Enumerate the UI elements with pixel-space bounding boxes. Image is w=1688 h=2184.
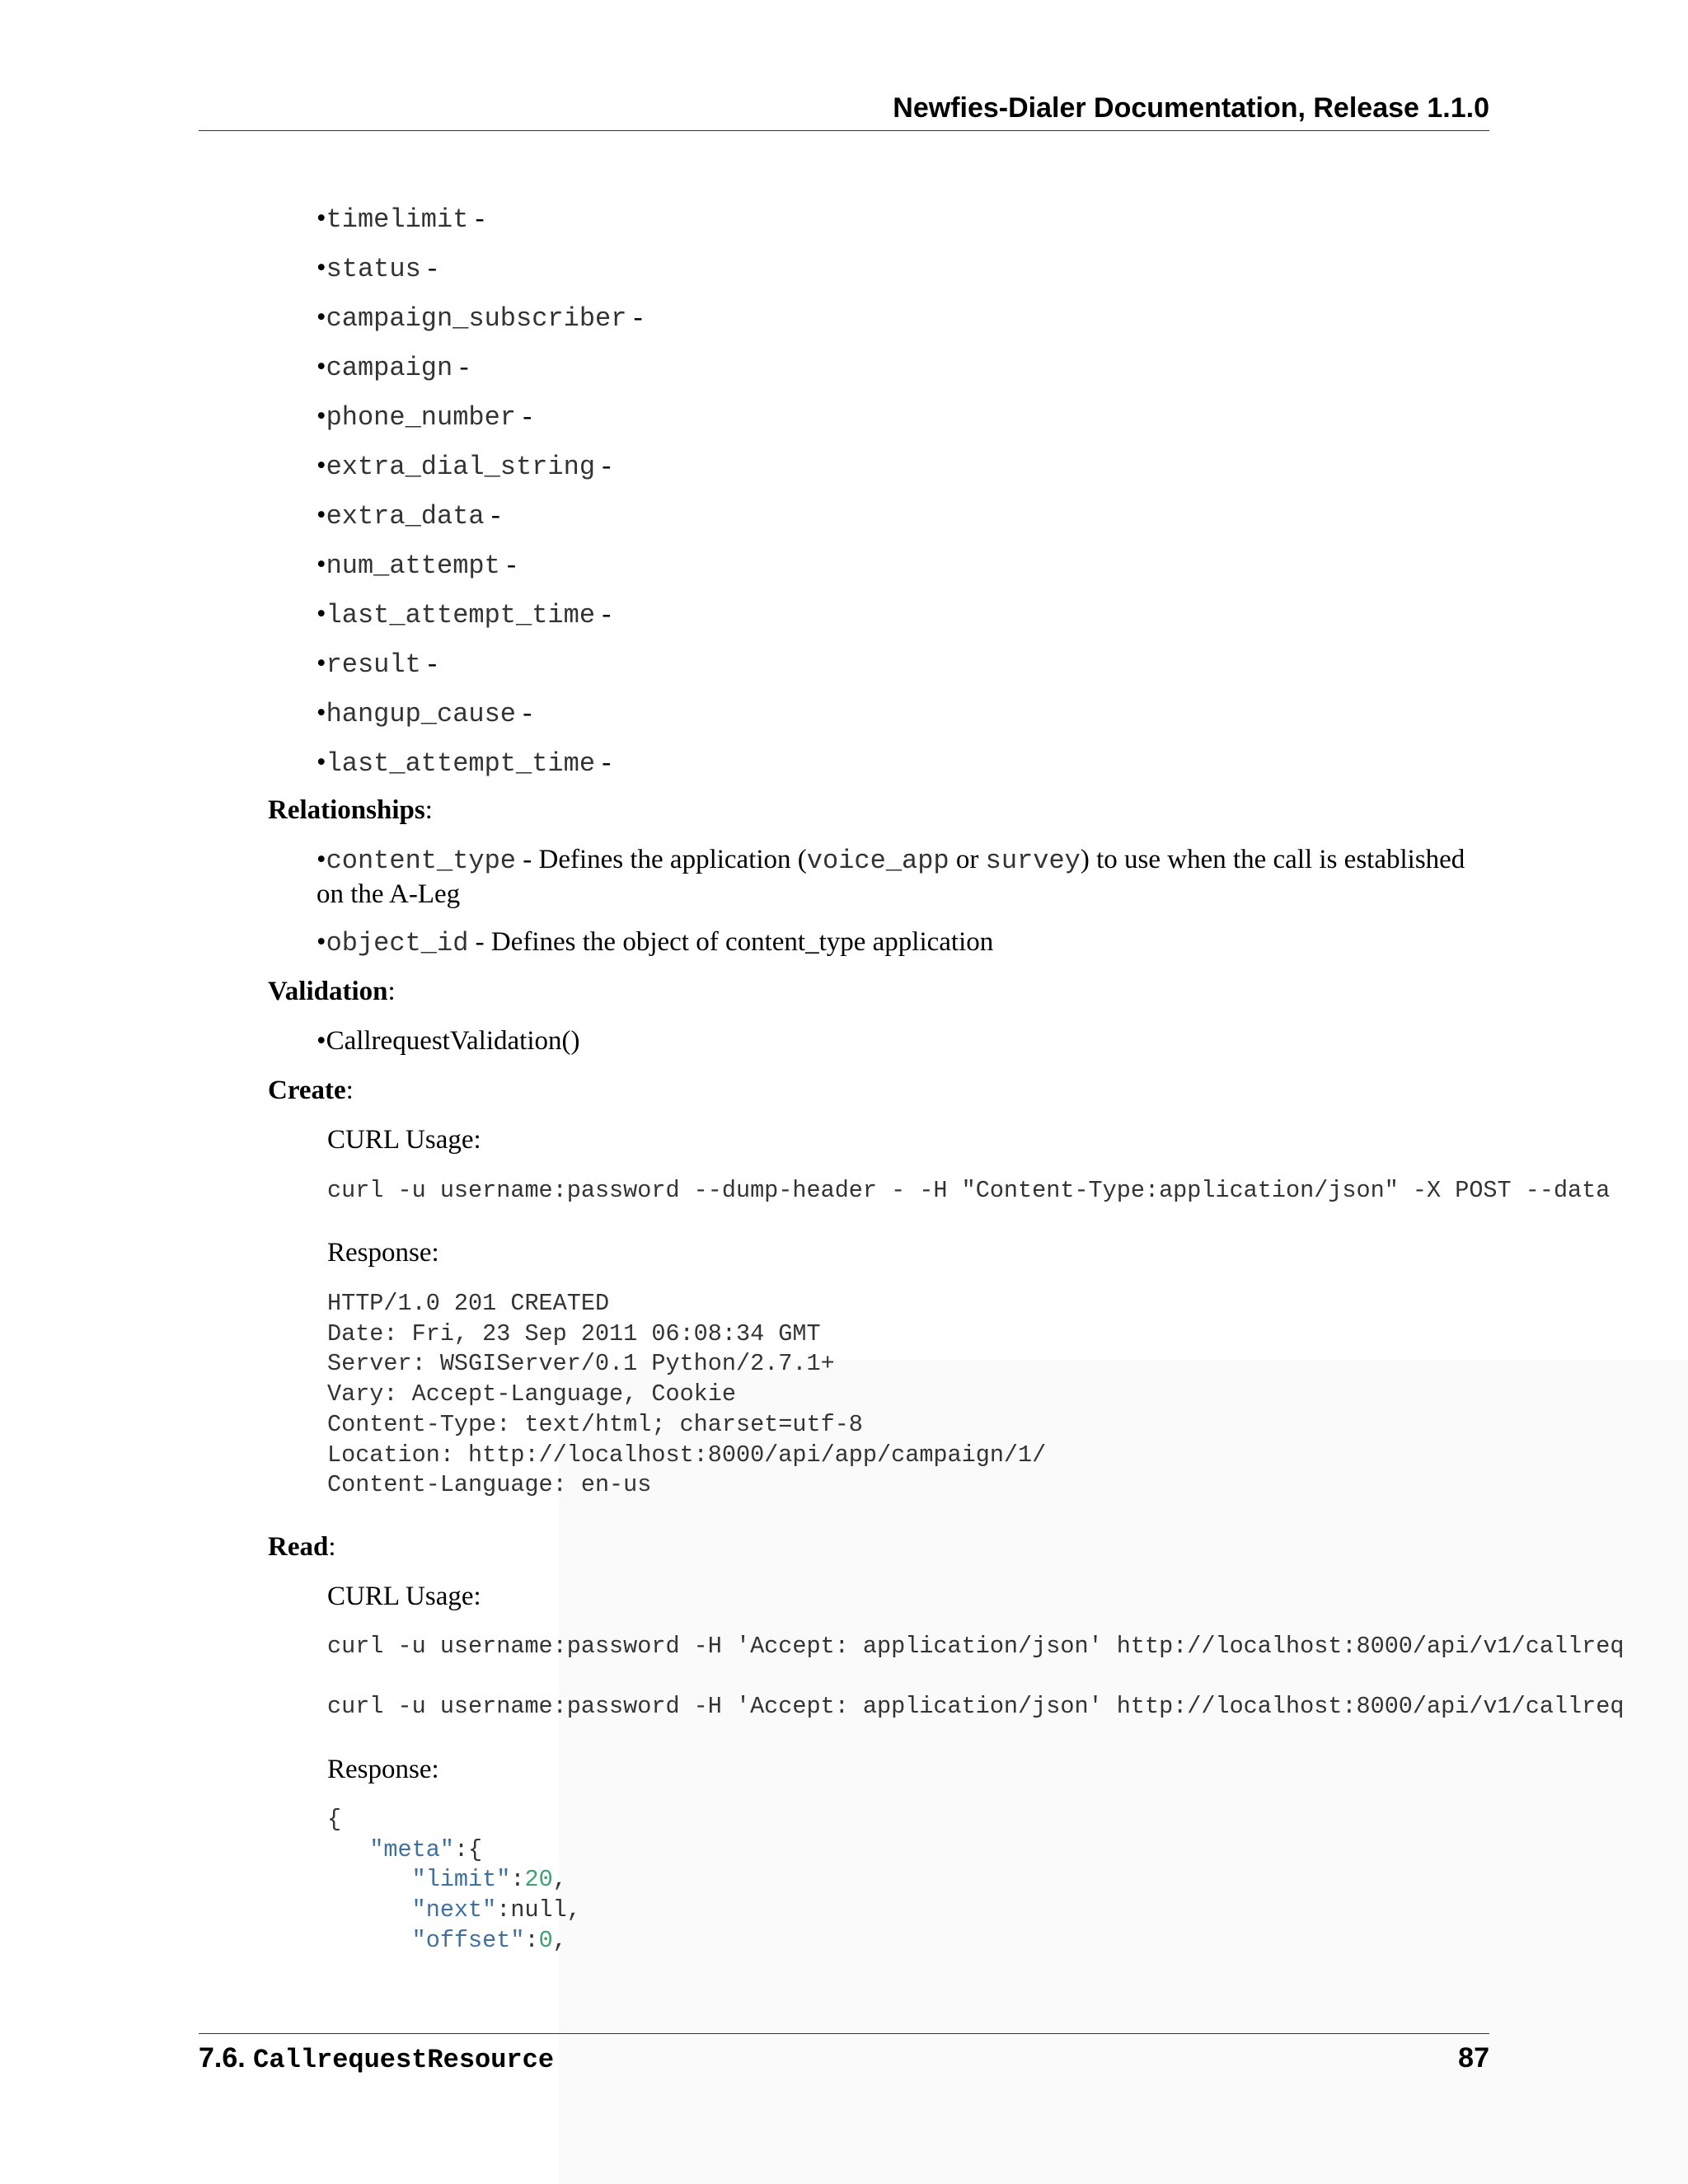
footer-divider xyxy=(199,2033,1489,2034)
list-item: •last_attempt_time - xyxy=(316,748,612,779)
list-item: •last_attempt_time - xyxy=(316,599,612,630)
validation-item: •CallrequestValidation() xyxy=(316,1026,580,1056)
footer-section-title: 7.6. CallrequestResource xyxy=(199,2042,555,2075)
relationship-object-id: •object_id - Defines the object of content_type application xyxy=(316,927,994,958)
read-curl-label: CURL Usage: xyxy=(327,1582,481,1611)
header-divider xyxy=(199,130,1489,131)
read-response-json: { "meta":{ "limit":20, "next":null, "offset":0, xyxy=(327,1806,581,1954)
list-item: •extra_data - xyxy=(316,500,500,532)
running-header: Newfies-Dialer Documentation, Release 1.1.0 xyxy=(893,92,1489,124)
create-response-code: HTTP/1.0 201 CREATED Date: Fri, 23 Sep 2011 06:08:34 GMT Server: WSGIServer/0.1 Python/2.7.1+ Vary: Accept-Language, Cookie Content-Type: text/html; charset=utf-8 Location: http://localhost:8000/api/app/campaign/1/ Content-Language: en-us xyxy=(327,1290,1047,1499)
list-item: •campaign - xyxy=(316,352,469,383)
create-curl-code: curl -u username:password --dump-header - -H "Content-Type:application/json" -X POST --data xyxy=(327,1177,1611,1204)
list-item: •status - xyxy=(316,253,438,284)
validation-heading: Validation: xyxy=(268,977,396,1006)
create-curl-label: CURL Usage: xyxy=(327,1125,481,1155)
list-item: •result - xyxy=(316,649,438,680)
read-heading: Read: xyxy=(268,1532,336,1562)
read-response-label: Response: xyxy=(327,1755,439,1784)
list-item: •timelimit - xyxy=(316,204,485,235)
page-number: 87 xyxy=(1458,2042,1489,2074)
create-response-label: Response: xyxy=(327,1238,439,1268)
create-heading: Create: xyxy=(268,1076,354,1105)
list-item: •num_attempt - xyxy=(316,550,517,581)
list-item: •hangup_cause - xyxy=(316,698,532,729)
list-item: •extra_dial_string - xyxy=(316,451,612,482)
read-curl-code-1: curl -u username:password -H 'Accept: application/json' http://localhost:8000/api/v1/callreq xyxy=(327,1633,1625,1660)
relationships-heading: Relationships: xyxy=(268,795,433,825)
read-curl-code-2: curl -u username:password -H 'Accept: application/json' http://localhost:8000/api/v1/callreq xyxy=(327,1693,1625,1720)
list-item: •campaign_subscriber - xyxy=(316,302,643,334)
relationship-content-type: •content_type - Defines the application (voice_app or survey) to use when the call is established on the A-Leg xyxy=(316,845,1465,909)
list-item: •phone_number - xyxy=(316,401,532,433)
